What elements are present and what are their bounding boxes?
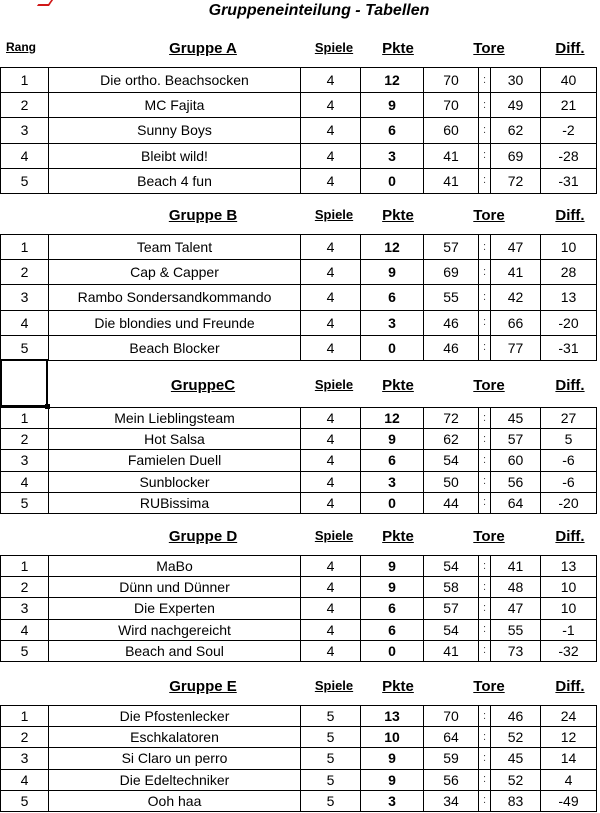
pkte-cell[interactable]: 3: [361, 471, 424, 492]
spiele-cell[interactable]: 5: [301, 769, 361, 790]
diff-header: Diff.: [555, 207, 585, 224]
tore-plus-cell[interactable]: 72: [424, 408, 479, 429]
pkte-cell[interactable]: 6: [361, 598, 424, 619]
table-row: [1, 429, 597, 450]
diff-cell[interactable]: -6: [541, 471, 597, 492]
tore-header: Tore: [473, 207, 505, 224]
tore-minus-cell[interactable]: 49: [491, 93, 541, 118]
sep-cell[interactable]: :: [479, 450, 491, 471]
tore-plus-cell[interactable]: 60: [424, 118, 479, 143]
tore-minus-cell[interactable]: 48: [491, 577, 541, 598]
table-row: [1, 577, 597, 598]
sep-cell[interactable]: :: [479, 492, 491, 513]
sep-cell[interactable]: :: [479, 68, 491, 93]
tore-plus-cell[interactable]: 57: [424, 235, 479, 260]
team-cell[interactable]: Rambo Sondersandkommando: [49, 285, 301, 310]
sep-cell[interactable]: :: [479, 335, 491, 360]
spiele-cell[interactable]: 4: [301, 235, 361, 260]
pkte-cell[interactable]: 9: [361, 577, 424, 598]
rang-cell[interactable]: 2: [1, 429, 49, 450]
table-row: [1, 769, 597, 790]
team-cell[interactable]: Sunny Boys: [49, 118, 301, 143]
tore-plus-cell[interactable]: 41: [424, 168, 479, 193]
pkte-header: Pkte: [382, 207, 414, 224]
tore-minus-cell[interactable]: 72: [491, 168, 541, 193]
sep-cell[interactable]: :: [479, 408, 491, 429]
team-cell[interactable]: Cap & Capper: [49, 260, 301, 285]
tore-minus-cell[interactable]: 45: [491, 408, 541, 429]
standings-table: [0, 67, 597, 194]
table-row: [1, 260, 597, 285]
rang-cell[interactable]: 4: [1, 619, 49, 640]
rang-cell[interactable]: 1: [1, 68, 49, 93]
tore-header: Tore: [473, 678, 505, 695]
table-row: [1, 471, 597, 492]
sep-cell[interactable]: :: [479, 727, 491, 748]
tore-minus-cell[interactable]: 55: [491, 619, 541, 640]
spiele-cell[interactable]: 4: [301, 429, 361, 450]
diff-header: Diff.: [555, 678, 585, 695]
diff-cell[interactable]: -20: [541, 492, 597, 513]
spiele-cell[interactable]: 4: [301, 640, 361, 661]
tore-header: Tore: [473, 40, 505, 57]
pkte-header: Pkte: [382, 40, 414, 57]
spiele-cell[interactable]: 4: [301, 143, 361, 168]
rang-cell[interactable]: 1: [1, 556, 49, 577]
pkte-header: Pkte: [382, 678, 414, 695]
rang-cell[interactable]: 1: [1, 235, 49, 260]
team-cell[interactable]: Die Edeltechniker: [49, 769, 301, 790]
tore-plus-cell[interactable]: 70: [424, 706, 479, 727]
team-cell[interactable]: Ooh haa: [49, 790, 301, 811]
tore-minus-cell[interactable]: 56: [491, 471, 541, 492]
table-row: [1, 450, 597, 471]
diff-cell[interactable]: 21: [541, 93, 597, 118]
sep-cell[interactable]: :: [479, 748, 491, 769]
tore-header: Tore: [473, 377, 505, 394]
tore-plus-cell[interactable]: 64: [424, 727, 479, 748]
tore-minus-cell[interactable]: 66: [491, 310, 541, 335]
spiele-cell[interactable]: 5: [301, 748, 361, 769]
table-row: [1, 790, 597, 811]
tore-plus-cell[interactable]: 69: [424, 260, 479, 285]
spiele-cell[interactable]: 4: [301, 68, 361, 93]
tore-minus-cell[interactable]: 64: [491, 492, 541, 513]
pkte-cell[interactable]: 12: [361, 235, 424, 260]
table-row: [1, 285, 597, 310]
tore-plus-cell[interactable]: 55: [424, 285, 479, 310]
tore-minus-cell[interactable]: 62: [491, 118, 541, 143]
team-cell[interactable]: Hot Salsa: [49, 429, 301, 450]
rang-cell[interactable]: 2: [1, 727, 49, 748]
diff-cell[interactable]: 13: [541, 285, 597, 310]
sep-cell[interactable]: :: [479, 143, 491, 168]
spiele-cell[interactable]: 4: [301, 285, 361, 310]
diff-cell[interactable]: -6: [541, 450, 597, 471]
spiele-header: Spiele: [314, 678, 354, 693]
diff-cell[interactable]: -1: [541, 619, 597, 640]
group-section: [0, 522, 600, 659]
rang-cell[interactable]: 5: [1, 640, 49, 661]
diff-cell[interactable]: 24: [541, 706, 597, 727]
diff-header: Diff.: [555, 377, 585, 394]
diff-cell[interactable]: 10: [541, 235, 597, 260]
tore-plus-cell[interactable]: 46: [424, 310, 479, 335]
sep-cell[interactable]: :: [479, 598, 491, 619]
rang-cell[interactable]: 1: [1, 408, 49, 429]
tore-minus-cell[interactable]: 69: [491, 143, 541, 168]
tore-plus-cell[interactable]: 34: [424, 790, 479, 811]
tore-minus-cell[interactable]: 60: [491, 450, 541, 471]
diff-cell[interactable]: 13: [541, 556, 597, 577]
group-title: Gruppe A: [169, 40, 237, 57]
team-cell[interactable]: Bleibt wild!: [49, 143, 301, 168]
sep-cell[interactable]: :: [479, 235, 491, 260]
group-section: [0, 371, 600, 511]
table-row: [1, 706, 597, 727]
team-cell[interactable]: RUBissima: [49, 492, 301, 513]
spiele-header: Spiele: [314, 528, 354, 543]
diff-cell[interactable]: 40: [541, 68, 597, 93]
tore-plus-cell[interactable]: 46: [424, 335, 479, 360]
pkte-header: Pkte: [382, 377, 414, 394]
sep-cell[interactable]: :: [479, 769, 491, 790]
pkte-cell[interactable]: 0: [361, 168, 424, 193]
team-cell[interactable]: Sunblocker: [49, 471, 301, 492]
team-cell[interactable]: Beach and Soul: [49, 640, 301, 661]
tore-minus-cell[interactable]: 47: [491, 598, 541, 619]
table-row: [1, 556, 597, 577]
table-row: [1, 118, 597, 143]
pkte-cell[interactable]: 9: [361, 93, 424, 118]
table-row: [1, 168, 597, 193]
spiele-cell[interactable]: 4: [301, 450, 361, 471]
pkte-cell[interactable]: 12: [361, 408, 424, 429]
spiele-cell[interactable]: 5: [301, 727, 361, 748]
table-row: [1, 143, 597, 168]
spiele-cell[interactable]: 4: [301, 310, 361, 335]
pkte-cell[interactable]: 3: [361, 143, 424, 168]
tore-plus-cell[interactable]: 54: [424, 450, 479, 471]
diff-cell[interactable]: -31: [541, 168, 597, 193]
sep-cell[interactable]: :: [479, 310, 491, 335]
pkte-cell[interactable]: 0: [361, 335, 424, 360]
group-title: GruppeC: [170, 377, 236, 394]
team-cell[interactable]: Mein Lieblingsteam: [49, 408, 301, 429]
tore-header: Tore: [473, 528, 505, 545]
tore-minus-cell[interactable]: 41: [491, 260, 541, 285]
standings-table: [0, 407, 597, 514]
rang-cell[interactable]: 3: [1, 748, 49, 769]
diff-cell[interactable]: 10: [541, 598, 597, 619]
pkte-cell[interactable]: 6: [361, 285, 424, 310]
tore-plus-cell[interactable]: 44: [424, 492, 479, 513]
tore-minus-cell[interactable]: 47: [491, 235, 541, 260]
sep-cell[interactable]: :: [479, 168, 491, 193]
team-cell[interactable]: Si Claro un perro: [49, 748, 301, 769]
diff-cell[interactable]: 28: [541, 260, 597, 285]
team-cell[interactable]: Eschkalatoren: [49, 727, 301, 748]
pkte-cell[interactable]: 0: [361, 492, 424, 513]
team-cell[interactable]: Famielen Duell: [49, 450, 301, 471]
rang-cell[interactable]: 3: [1, 598, 49, 619]
rang-cell[interactable]: 2: [1, 577, 49, 598]
sep-cell[interactable]: :: [479, 118, 491, 143]
tore-plus-cell[interactable]: 54: [424, 556, 479, 577]
diff-header: Diff.: [555, 40, 585, 57]
group-title: Gruppe E: [169, 678, 237, 695]
sep-cell[interactable]: :: [479, 640, 491, 661]
spiele-cell[interactable]: 4: [301, 260, 361, 285]
standings-table: [0, 705, 597, 812]
team-cell[interactable]: Die Pfostenlecker: [49, 706, 301, 727]
tore-minus-cell[interactable]: 30: [491, 68, 541, 93]
sep-cell[interactable]: :: [479, 706, 491, 727]
tore-plus-cell[interactable]: 41: [424, 143, 479, 168]
team-cell[interactable]: Wird nachgereicht: [49, 619, 301, 640]
spiele-cell[interactable]: 4: [301, 577, 361, 598]
tore-plus-cell[interactable]: 59: [424, 748, 479, 769]
standings-table: [0, 234, 597, 361]
table-row: [1, 68, 597, 93]
tore-minus-cell[interactable]: 46: [491, 706, 541, 727]
rang-cell[interactable]: 5: [1, 335, 49, 360]
pkte-cell[interactable]: 3: [361, 790, 424, 811]
tore-plus-cell[interactable]: 62: [424, 429, 479, 450]
sep-cell[interactable]: :: [479, 260, 491, 285]
spiele-cell[interactable]: 5: [301, 790, 361, 811]
tore-plus-cell[interactable]: 70: [424, 93, 479, 118]
rang-cell[interactable]: 5: [1, 790, 49, 811]
pkte-cell[interactable]: 10: [361, 727, 424, 748]
team-cell[interactable]: Die Experten: [49, 598, 301, 619]
diff-cell[interactable]: -31: [541, 335, 597, 360]
spiele-cell[interactable]: 4: [301, 598, 361, 619]
group-header: [0, 672, 600, 702]
group-section: [0, 672, 600, 809]
table-row: [1, 748, 597, 769]
rang-cell[interactable]: 4: [1, 471, 49, 492]
diff-cell[interactable]: -2: [541, 118, 597, 143]
tore-minus-cell[interactable]: 45: [491, 748, 541, 769]
diff-cell[interactable]: 10: [541, 577, 597, 598]
tore-minus-cell[interactable]: 42: [491, 285, 541, 310]
standings-table: [0, 555, 597, 662]
rang-cell[interactable]: 5: [1, 492, 49, 513]
spiele-cell[interactable]: 4: [301, 335, 361, 360]
tore-plus-cell[interactable]: 41: [424, 640, 479, 661]
spiele-header: Spiele: [314, 207, 354, 222]
spiele-cell[interactable]: 4: [301, 471, 361, 492]
tore-minus-cell[interactable]: 52: [491, 727, 541, 748]
tore-minus-cell[interactable]: 83: [491, 790, 541, 811]
rang-cell[interactable]: 3: [1, 285, 49, 310]
tore-plus-cell[interactable]: 70: [424, 68, 479, 93]
group-title: Gruppe D: [168, 528, 238, 545]
group-section: [0, 201, 600, 356]
diff-header: Diff.: [555, 528, 585, 545]
rang-cell[interactable]: 4: [1, 310, 49, 335]
sep-cell[interactable]: :: [479, 285, 491, 310]
sep-cell[interactable]: :: [479, 577, 491, 598]
pkte-cell[interactable]: 9: [361, 556, 424, 577]
pkte-cell[interactable]: 9: [361, 429, 424, 450]
team-cell[interactable]: Die ortho. Beachsocken: [49, 68, 301, 93]
rang-cell[interactable]: 4: [1, 769, 49, 790]
group-header: [0, 201, 600, 231]
table-row: [1, 310, 597, 335]
spiele-header: Spiele: [314, 377, 354, 392]
tore-plus-cell[interactable]: 58: [424, 577, 479, 598]
pkte-cell[interactable]: 9: [361, 748, 424, 769]
rang-cell[interactable]: 3: [1, 450, 49, 471]
rang-cell[interactable]: 1: [1, 706, 49, 727]
team-cell[interactable]: Team Talent: [49, 235, 301, 260]
pkte-cell[interactable]: 9: [361, 769, 424, 790]
group-header: [0, 522, 600, 552]
table-row: [1, 408, 597, 429]
sep-cell[interactable]: :: [479, 556, 491, 577]
spiele-cell[interactable]: 5: [301, 706, 361, 727]
tore-plus-cell[interactable]: 54: [424, 619, 479, 640]
group-header: [0, 34, 600, 64]
team-cell[interactable]: MC Fajita: [49, 93, 301, 118]
table-row: [1, 640, 597, 661]
diff-cell[interactable]: 4: [541, 769, 597, 790]
pkte-cell[interactable]: 6: [361, 118, 424, 143]
pkte-cell[interactable]: 0: [361, 640, 424, 661]
diff-cell[interactable]: 12: [541, 727, 597, 748]
diff-cell[interactable]: -32: [541, 640, 597, 661]
table-row: [1, 335, 597, 360]
group-section: [0, 34, 600, 189]
spiele-header: Spiele: [314, 40, 354, 55]
table-row: [1, 235, 597, 260]
table-row: [1, 492, 597, 513]
spiele-cell[interactable]: 4: [301, 93, 361, 118]
diff-cell[interactable]: -49: [541, 790, 597, 811]
team-cell[interactable]: Dünn und Dünner: [49, 577, 301, 598]
tore-minus-cell[interactable]: 57: [491, 429, 541, 450]
tore-minus-cell[interactable]: 41: [491, 556, 541, 577]
team-cell[interactable]: MaBo: [49, 556, 301, 577]
spiele-cell[interactable]: 4: [301, 556, 361, 577]
team-cell[interactable]: Die blondies und Freunde: [49, 310, 301, 335]
rang-cell[interactable]: 5: [1, 168, 49, 193]
group-header: [0, 371, 600, 401]
diff-cell[interactable]: 27: [541, 408, 597, 429]
spiele-cell[interactable]: 4: [301, 619, 361, 640]
pkte-cell[interactable]: 6: [361, 619, 424, 640]
diff-cell[interactable]: -28: [541, 143, 597, 168]
table-row: [1, 619, 597, 640]
page-title: Gruppeneinteilung - Tabellen: [208, 2, 430, 19]
table-row: [1, 93, 597, 118]
pkte-cell[interactable]: 13: [361, 706, 424, 727]
spiele-cell[interactable]: 4: [301, 492, 361, 513]
diff-cell[interactable]: 14: [541, 748, 597, 769]
tore-plus-cell[interactable]: 50: [424, 471, 479, 492]
spiele-cell[interactable]: 4: [301, 408, 361, 429]
pkte-header: Pkte: [382, 528, 414, 545]
rang-cell[interactable]: 4: [1, 143, 49, 168]
pkte-cell[interactable]: 12: [361, 68, 424, 93]
tore-minus-cell[interactable]: 73: [491, 640, 541, 661]
tore-minus-cell[interactable]: 52: [491, 769, 541, 790]
team-cell[interactable]: Beach Blocker: [49, 335, 301, 360]
team-cell[interactable]: Beach 4 fun: [49, 168, 301, 193]
spiele-cell[interactable]: 4: [301, 118, 361, 143]
diff-cell[interactable]: -20: [541, 310, 597, 335]
rang-cell[interactable]: 2: [1, 93, 49, 118]
table-row: [1, 727, 597, 748]
pkte-cell[interactable]: 6: [361, 450, 424, 471]
pkte-cell[interactable]: 3: [361, 310, 424, 335]
spiele-cell[interactable]: 4: [301, 168, 361, 193]
sep-cell[interactable]: :: [479, 619, 491, 640]
selected-cell[interactable]: [0, 359, 48, 407]
tore-plus-cell[interactable]: 57: [424, 598, 479, 619]
sep-cell[interactable]: :: [479, 790, 491, 811]
sep-cell[interactable]: :: [479, 471, 491, 492]
diff-cell[interactable]: 5: [541, 429, 597, 450]
group-title: Gruppe B: [168, 207, 238, 224]
rang-cell[interactable]: 3: [1, 118, 49, 143]
rang-cell[interactable]: 2: [1, 260, 49, 285]
table-row: [1, 598, 597, 619]
sep-cell[interactable]: :: [479, 429, 491, 450]
pkte-cell[interactable]: 9: [361, 260, 424, 285]
tore-plus-cell[interactable]: 56: [424, 769, 479, 790]
tore-minus-cell[interactable]: 77: [491, 335, 541, 360]
sep-cell[interactable]: :: [479, 93, 491, 118]
rang-header: Rang: [6, 40, 36, 54]
